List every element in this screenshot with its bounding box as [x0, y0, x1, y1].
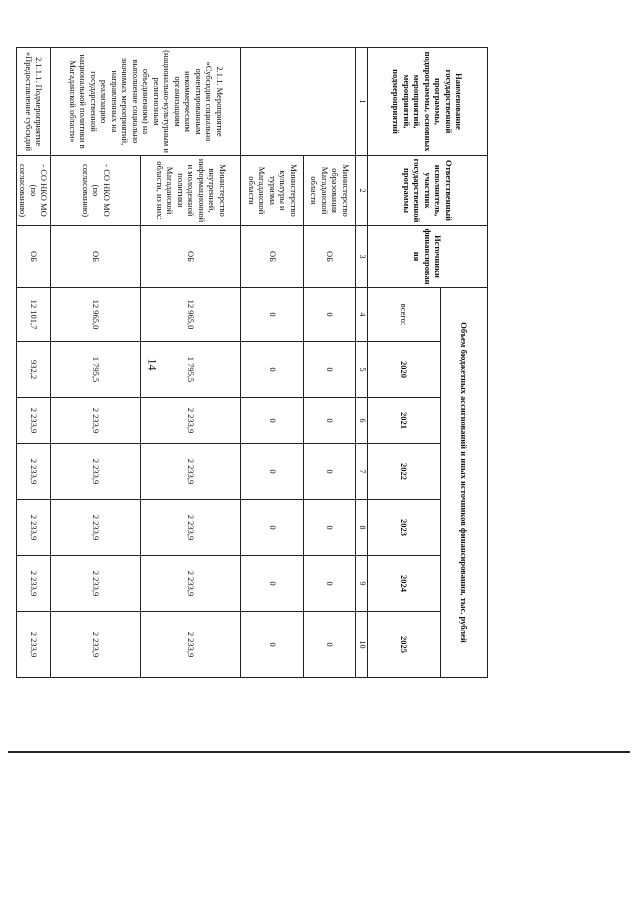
page-divider [8, 751, 630, 753]
cell-value: 12 101,7 [17, 288, 52, 342]
column-number: 8 [356, 500, 368, 556]
column-number: 1 [356, 48, 368, 156]
cell-responsible: - СО НКО МО (по согласованию) [51, 156, 141, 226]
cell-value: 2 233,9 [51, 500, 141, 556]
cell-source: ОБ [304, 226, 356, 288]
cell-value: 2 233,9 [51, 612, 141, 678]
header-source: Источники финансирования [368, 226, 488, 288]
column-number: 3 [356, 226, 368, 288]
cell-value: 0 [241, 612, 304, 678]
table-row [17, 48, 52, 678]
column-number: 2 [356, 156, 368, 226]
header-total: всего: [368, 288, 441, 342]
cell-value: 1 795,5 [51, 342, 141, 398]
column-number: 4 [356, 288, 368, 342]
cell-value: 0 [304, 398, 356, 444]
cell-source: ОБ [141, 226, 241, 288]
cell-value: 2 233,9 [141, 398, 241, 444]
cell-value: 2 233,9 [51, 556, 141, 612]
header-volume: Объем бюджетных ассигнований и иных источников финансирования, тыс. рублей [441, 288, 488, 678]
cell-value: 2 233,9 [141, 444, 241, 500]
cell-value: 932,2 [17, 342, 52, 398]
cell-value: 2 233,9 [17, 556, 52, 612]
column-number: 5 [356, 342, 368, 398]
cell-responsible: Министерство культуры и туризма Магаданской области [241, 156, 304, 226]
cell-value: 0 [304, 500, 356, 556]
cell-value: 0 [304, 288, 356, 342]
cell-source: ОБ [241, 226, 304, 288]
cell-value: 2 233,9 [17, 612, 52, 678]
cell-value: 0 [304, 342, 356, 398]
cell-value: 2 233,9 [141, 500, 241, 556]
header-year: 2022 [368, 444, 441, 500]
cell-responsible: - СО НКО МО (по согласованию) [17, 156, 52, 226]
rotated-table-page [18, 47, 488, 677]
cell-responsible: Министерство внутренней, информационной и молодежной политики Магаданской области, из них: [141, 156, 241, 226]
cell-value: 0 [241, 342, 304, 398]
cell-name [241, 48, 356, 156]
cell-source: ОБ [51, 226, 141, 288]
cell-value: 2 233,9 [17, 500, 52, 556]
cell-value: 0 [241, 500, 304, 556]
cell-value: 2 233,9 [51, 398, 141, 444]
cell-responsible: Министерство образования Магаданской области [304, 156, 356, 226]
cell-value: 2 233,9 [17, 398, 52, 444]
header-year: 2020 [368, 342, 441, 398]
cell-value: 0 [241, 556, 304, 612]
budget-table [16, 47, 488, 678]
cell-name: 2.1.1.1. Подмероприятие «Предоставление субсидий [17, 48, 52, 156]
column-number: 9 [356, 556, 368, 612]
cell-value: 0 [304, 612, 356, 678]
cell-value: 2 233,9 [141, 556, 241, 612]
header-name: Наименование государственной программы, подпрограммы, основных мероприятий, мероприятий, подмероприятий [368, 48, 488, 156]
cell-value: 2 233,9 [17, 444, 52, 500]
cell-value: 0 [241, 398, 304, 444]
table-row [304, 48, 356, 678]
column-number: 7 [356, 444, 368, 500]
cell-value: 0 [241, 444, 304, 500]
cell-value: 2 233,9 [141, 612, 241, 678]
header-year: 2025 [368, 612, 441, 678]
cell-value: 1 795,5 [141, 342, 241, 398]
cell-value: 2 233,9 [51, 444, 141, 500]
column-number: 10 [356, 612, 368, 678]
header-year: 2021 [368, 398, 441, 444]
header-responsible: Ответственный исполнитель, участник государственной программы [368, 156, 488, 226]
cell-value: 12 965,0 [141, 288, 241, 342]
column-number: 6 [356, 398, 368, 444]
page-number: 14 [145, 358, 160, 371]
cell-value: 0 [304, 556, 356, 612]
cell-value: 0 [304, 444, 356, 500]
table-row [141, 48, 241, 678]
cell-value: 12 965,0 [51, 288, 141, 342]
header-year: 2023 [368, 500, 441, 556]
cell-name: 2.1.1. Мероприятие «Субсидии социально ориентированным некоммерческим организациям (национально-культурным и религиозным объединениям) на выполнение социально значимых мероприятий, направленных на реализацию государственной национальной политики в Магаданской области» [51, 48, 241, 156]
cell-source: ОБ [17, 226, 52, 288]
cell-value: 0 [241, 288, 304, 342]
header-year: 2024 [368, 556, 441, 612]
